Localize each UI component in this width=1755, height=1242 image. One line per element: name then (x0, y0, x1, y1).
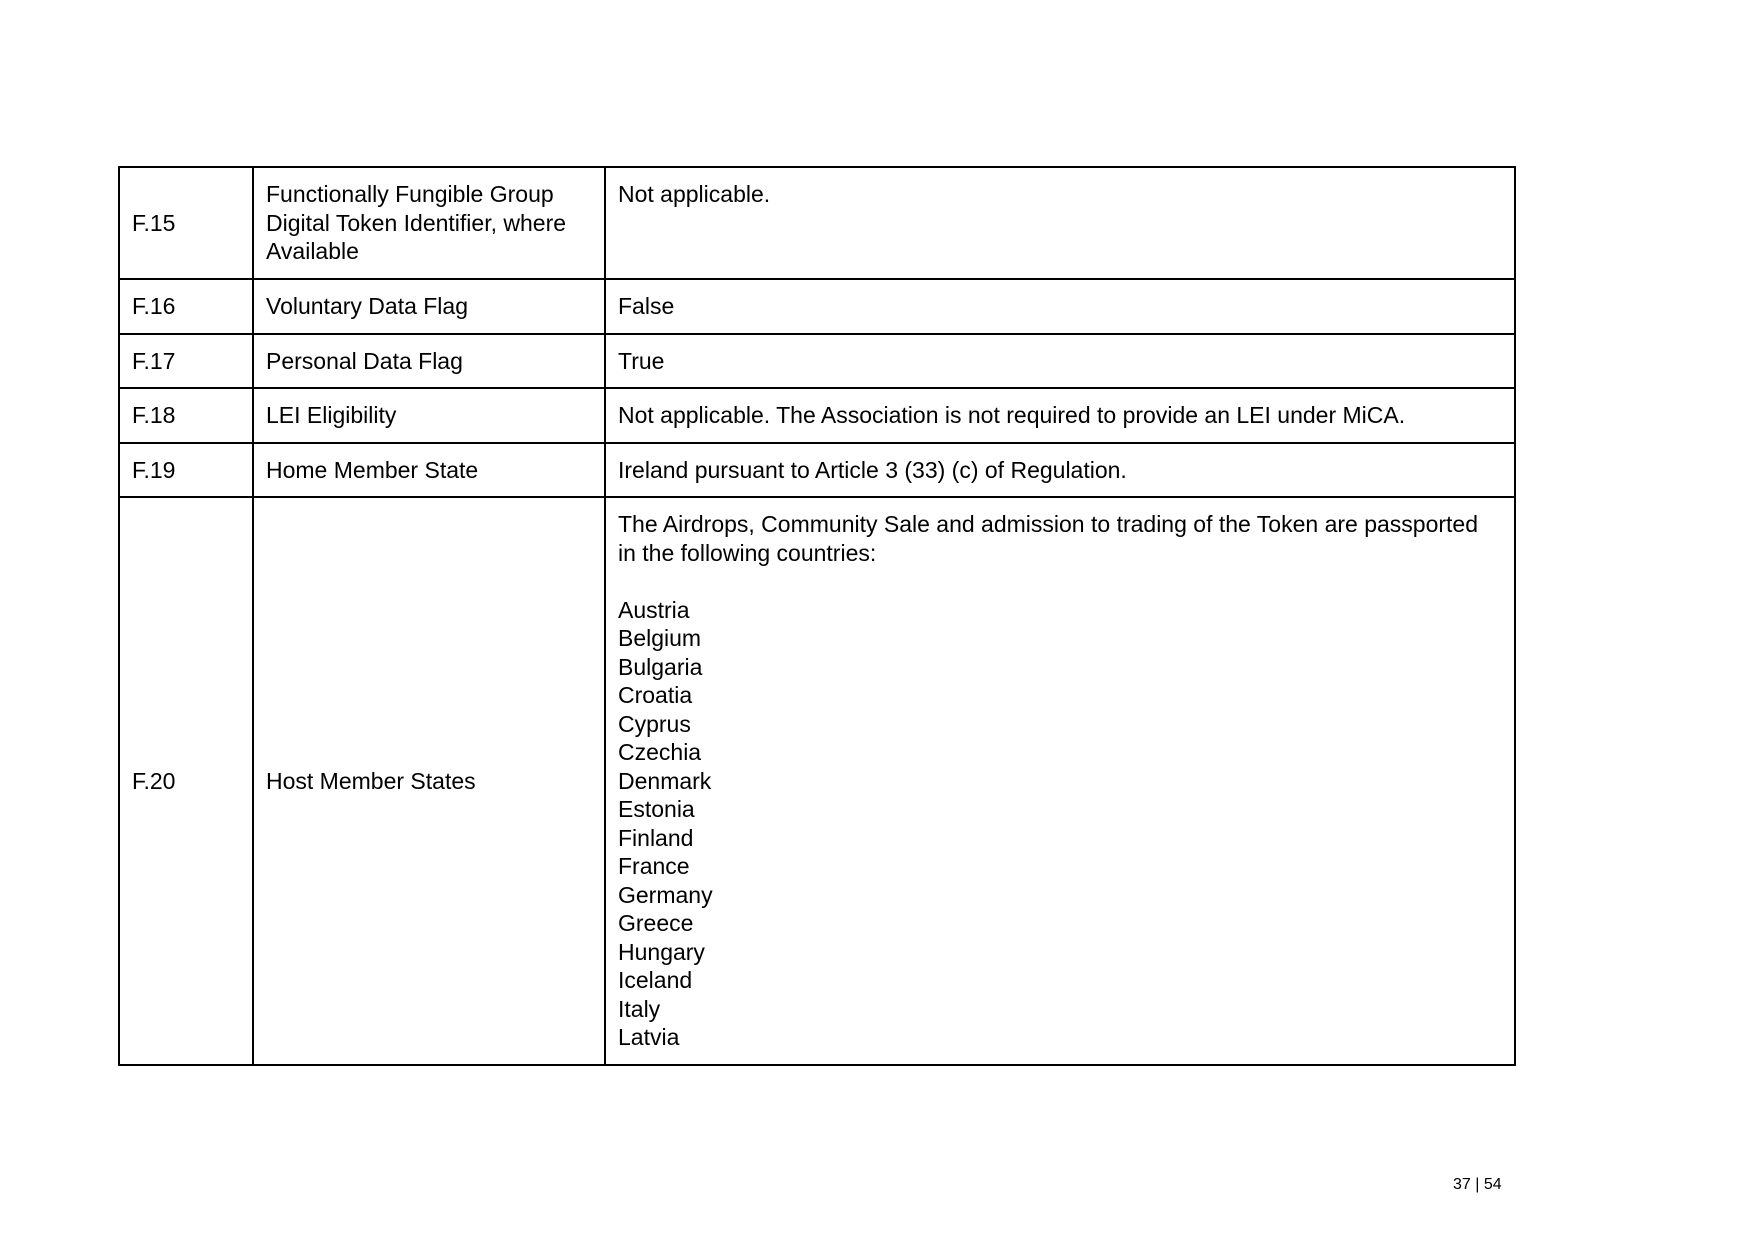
country-item: Latvia (618, 1024, 680, 1050)
row-field: Personal Data Flag (253, 334, 605, 389)
country-item: Estonia (618, 796, 695, 822)
row-value: False (605, 279, 1515, 334)
country-item: Austria (618, 596, 690, 623)
row-field: LEI Eligibility (253, 388, 605, 443)
row-field: Functionally Fungible Group Digital Token Identifier, where Available (253, 167, 605, 279)
country-item: Italy (618, 995, 661, 1022)
row-id: F.20 (119, 497, 253, 1065)
country-item: Czechia (618, 739, 702, 765)
host-states-intro: The Airdrops, Community Sale and admission to trading of the Token are passported in the following countries: (618, 511, 1478, 566)
row-id: F.19 (119, 443, 253, 498)
row-id: F.15 (119, 167, 253, 279)
token-info-table (118, 166, 1516, 1066)
row-id: F.16 (119, 279, 253, 334)
row-field: Host Member States (253, 497, 605, 1065)
country-item: Belgium (618, 625, 702, 651)
country-item: Finland (618, 824, 694, 851)
row-value (605, 497, 1515, 1065)
country-item: Cyprus (618, 710, 691, 737)
row-id: F.18 (119, 388, 253, 443)
country-item: France (618, 853, 690, 879)
country-item: Bulgaria (618, 653, 703, 680)
table-row (119, 279, 1515, 334)
country-list (618, 596, 1502, 1052)
row-value: Not applicable. (605, 167, 1515, 279)
country-item: Croatia (618, 682, 693, 708)
row-value: Not applicable. The Association is not required to provide an LEI under MiCA. (605, 388, 1515, 443)
country-item: Hungary (618, 938, 705, 965)
table-row (119, 167, 1515, 279)
country-item: Denmark (618, 767, 712, 794)
country-item: Iceland (618, 967, 693, 993)
row-field: Voluntary Data Flag (253, 279, 605, 334)
table-row (119, 443, 1515, 498)
country-item: Greece (618, 910, 694, 936)
page-number: 37 | 54 (1453, 1176, 1502, 1193)
row-value: True (605, 334, 1515, 389)
table-row (119, 388, 1515, 443)
table-row-host-member-states (119, 497, 1515, 1065)
row-id: F.17 (119, 334, 253, 389)
country-item: Germany (618, 881, 713, 908)
row-field: Home Member State (253, 443, 605, 498)
table-row (119, 334, 1515, 389)
row-value: Ireland pursuant to Article 3 (33) (c) of Regulation. (605, 443, 1515, 498)
